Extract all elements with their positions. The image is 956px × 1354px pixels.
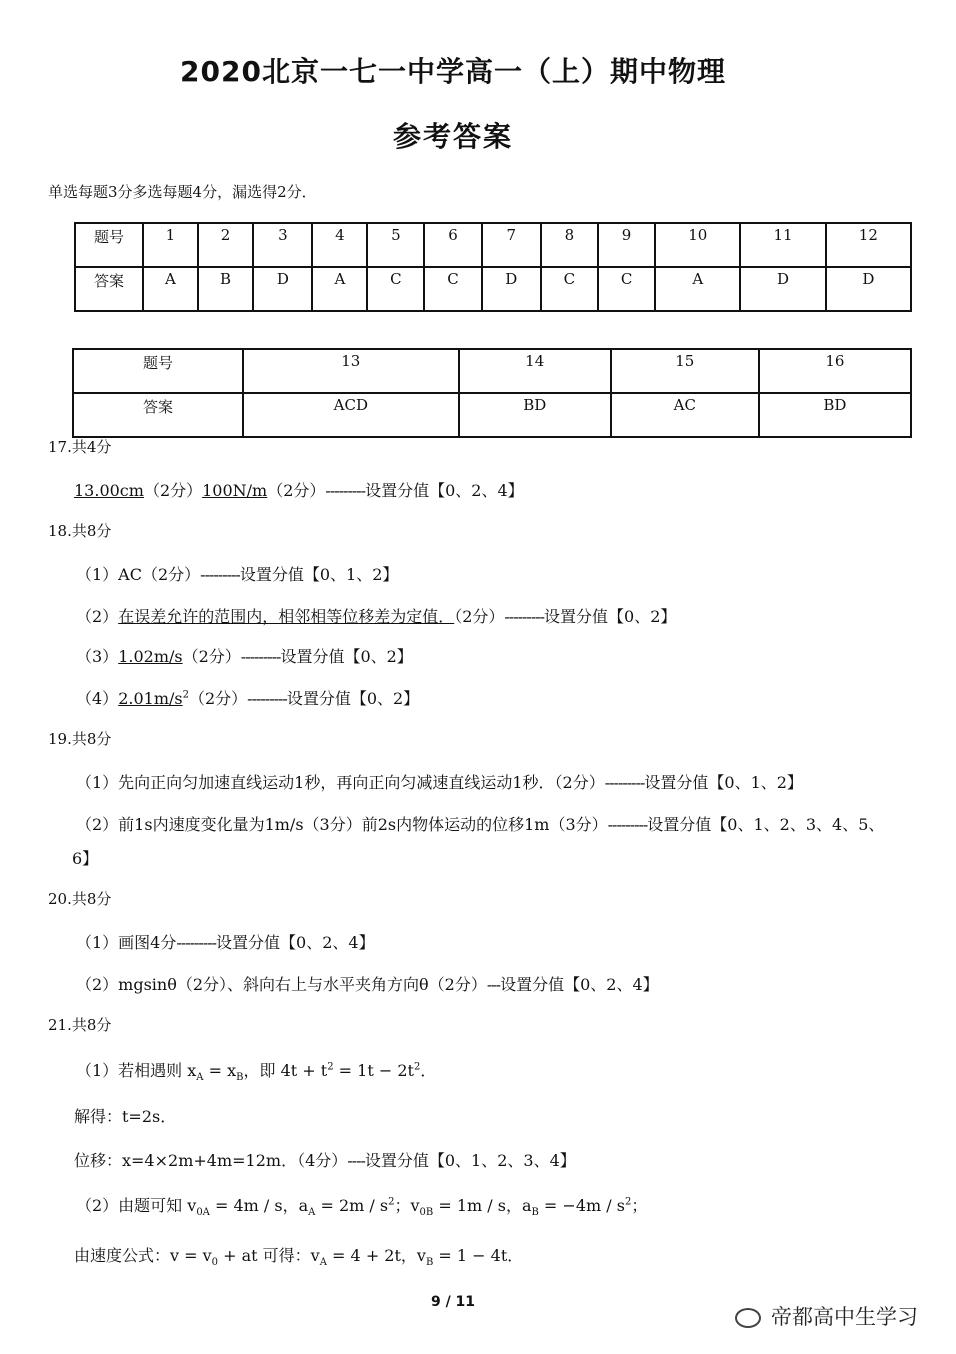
table-cell: A <box>143 267 198 311</box>
exponent: 2 <box>327 1061 334 1073</box>
dash-separator: --------- <box>247 689 287 708</box>
subscript: 0A <box>196 1207 210 1219</box>
part-text: （1）先向正向匀加速直线运动1秒，再向正向匀减速直线运动1秒．（2分） <box>76 773 605 792</box>
table-header-cell: 答案 <box>73 393 243 437</box>
table-cell: 3 <box>253 223 312 267</box>
dash-separator: --------- <box>325 481 366 500</box>
math-text: （1）若相遇则 x <box>76 1061 197 1080</box>
score-setting: 设置分值【0、2】 <box>544 607 677 626</box>
dash-separator: --------- <box>607 815 648 834</box>
score-setting: 设置分值【0、2、4】 <box>216 933 375 952</box>
score-setting: 设置分值【0、2、4】 <box>365 481 524 500</box>
exponent: 2 <box>182 689 189 701</box>
part-text: （1）AC（2分） <box>76 565 201 584</box>
table-cell: D <box>482 267 541 311</box>
answer-value: 1.02m/s <box>118 647 183 666</box>
table-cell: 10 <box>655 223 740 267</box>
question-18-part-1 <box>76 562 398 585</box>
part-number: （2） <box>76 607 119 626</box>
table-cell: C <box>424 267 481 311</box>
table-cell: 5 <box>367 223 424 267</box>
page-title: 2020北京一七一中学高一（上）期中物理 <box>180 55 726 88</box>
score-setting: 设置分值【0、1、2】 <box>239 565 399 584</box>
math-text: = 4 + 2t，v <box>326 1246 426 1265</box>
dash-separator: --------- <box>240 647 281 666</box>
table-cell: 11 <box>740 223 825 267</box>
table-cell: AC <box>611 393 759 437</box>
question-18-part-3 <box>76 644 413 667</box>
math-text: = −4m / s <box>538 1196 625 1215</box>
part-text: （2）mgsinθ（2分）、斜向右上与水平夹角方向θ（2分） <box>76 975 487 994</box>
question-20-part-2 <box>76 972 659 995</box>
table-cell: 4 <box>312 223 367 267</box>
subscript: A <box>308 1207 316 1219</box>
table-cell: BD <box>759 393 911 437</box>
question-20-part-1 <box>76 930 375 953</box>
dash-separator: --- <box>486 975 501 994</box>
math-text: 由速度公式：v = v <box>74 1246 212 1265</box>
points-label: （2分） <box>188 689 248 708</box>
subscript: B <box>236 1072 244 1084</box>
table-header-cell: 题号 <box>73 349 243 393</box>
table-header-cell: 答案 <box>75 267 143 311</box>
score-setting: 设置分值【0、1、2、3、4、5、 <box>647 815 885 834</box>
part-number: （4） <box>76 689 119 708</box>
points-label: （2分） <box>182 647 241 666</box>
table-cell: C <box>541 267 598 311</box>
math-text: ． <box>420 1061 437 1080</box>
table-row <box>73 349 911 393</box>
question-21-solution: 解得：t=2s． <box>74 1107 177 1126</box>
dash-separator: --------- <box>604 773 645 792</box>
question-19-part-2 <box>76 812 884 835</box>
math-text: ；v <box>394 1196 420 1215</box>
math-text: = x <box>203 1061 237 1080</box>
math-text: = 2m / s <box>315 1196 389 1215</box>
question-18-heading: 18.共8分 <box>48 522 112 540</box>
table-cell: C <box>598 267 655 311</box>
answer-value: 2.01m/s <box>118 689 183 708</box>
points-label: （2分） <box>267 481 326 500</box>
score-setting: 设置分值【0、1、2、3、4】 <box>364 1151 576 1170</box>
table-row <box>75 267 911 311</box>
question-17-answer <box>74 478 524 501</box>
question-19-heading: 19.共8分 <box>48 730 112 748</box>
page-subtitle: 参考答案 <box>392 120 513 153</box>
dash-separator: --------- <box>200 565 240 584</box>
question-18-part-4 <box>76 686 419 709</box>
table-cell: 8 <box>541 223 598 267</box>
table-cell: 12 <box>826 223 911 267</box>
answer-table-2 <box>72 348 912 438</box>
table-cell: 6 <box>424 223 481 267</box>
question-20-heading: 20.共8分 <box>48 890 112 908</box>
math-text: = 1t − 2t <box>333 1061 414 1080</box>
part-text: （2）前1s内速度变化量为1m/s（3分）前2s内物体运动的位移1m（3分） <box>76 815 608 834</box>
math-text: = 4m / s，a <box>209 1196 309 1215</box>
table-header-cell: 题号 <box>75 223 143 267</box>
table-cell: 15 <box>611 349 759 393</box>
part-text: 位移：x=4×2m+4m=12m．（4分） <box>74 1151 348 1170</box>
dash-separator: --------- <box>504 607 545 626</box>
question-19-part-2-continued: 6】 <box>72 849 99 868</box>
math-text: + at 可得：v <box>218 1246 320 1265</box>
question-21-part-2 <box>76 1193 647 1218</box>
table-cell: 13 <box>243 349 459 393</box>
question-21-velocity-formula <box>74 1243 523 1268</box>
table-cell: ACD <box>243 393 459 437</box>
math-text: ，即 4t + t <box>243 1061 328 1080</box>
table-cell: 9 <box>598 223 655 267</box>
question-21-heading: 21.共8分 <box>48 1016 112 1034</box>
table-cell: 14 <box>459 349 611 393</box>
scoring-intro: 单选每题3分多选每题4分，漏选得2分． <box>48 183 317 201</box>
wechat-icon <box>735 1308 761 1328</box>
subscript: A <box>196 1072 204 1084</box>
exponent: 2 <box>388 1196 395 1208</box>
answer-value: 在误差允许的范围内，相邻相等位移差为定值． <box>118 607 455 626</box>
score-setting: 设置分值【0、1、2】 <box>644 773 803 792</box>
question-19-part-1 <box>76 770 803 793</box>
question-17-heading: 17.共4分 <box>48 438 112 456</box>
dash-separator: ---- <box>347 1151 365 1170</box>
part-number: （3） <box>76 647 119 666</box>
points-label: （2分） <box>143 481 203 500</box>
table-cell: 16 <box>759 349 911 393</box>
question-21-displacement <box>74 1148 576 1171</box>
subscript: 0 <box>211 1257 219 1269</box>
table-cell: B <box>198 267 254 311</box>
score-setting: 设置分值【0、2、4】 <box>500 975 659 994</box>
table-cell: D <box>253 267 312 311</box>
subscript: 0B <box>419 1207 434 1219</box>
table-row <box>75 223 911 267</box>
table-cell: 2 <box>198 223 254 267</box>
math-text: （2）由题可知 v <box>76 1196 197 1215</box>
part-text: （1）画图4分 <box>76 933 177 952</box>
table-cell: C <box>367 267 424 311</box>
question-18-part-2 <box>76 604 676 627</box>
answer-value: 100N/m <box>202 481 268 500</box>
answer-value: 13.00cm <box>74 481 144 500</box>
table-row <box>73 393 911 437</box>
table-cell: D <box>740 267 825 311</box>
subscript: B <box>531 1207 539 1219</box>
page-number: 9 / 11 <box>430 1294 476 1310</box>
math-text: = 1m / s，a <box>433 1196 532 1215</box>
subscript: B <box>425 1257 434 1269</box>
table-cell: 1 <box>143 223 198 267</box>
table-cell: BD <box>459 393 611 437</box>
answer-table-1 <box>74 222 912 312</box>
watermark <box>735 1301 918 1331</box>
table-cell: A <box>655 267 740 311</box>
exponent: 2 <box>413 1061 421 1073</box>
watermark-text: 帝都高中生学习 <box>771 1305 918 1329</box>
question-21-part-1 <box>76 1058 436 1083</box>
table-cell: A <box>312 267 367 311</box>
score-setting: 设置分值【0、2】 <box>280 647 413 666</box>
dash-separator: --------- <box>176 933 217 952</box>
table-cell: D <box>826 267 911 311</box>
points-label: （2分） <box>454 607 505 626</box>
score-setting: 设置分值【0、2】 <box>286 689 420 708</box>
exponent: 2 <box>624 1196 632 1208</box>
table-cell: 7 <box>482 223 541 267</box>
math-text: ； <box>631 1196 648 1215</box>
subscript: A <box>319 1257 327 1269</box>
math-text: = 1 − 4t． <box>433 1246 524 1265</box>
